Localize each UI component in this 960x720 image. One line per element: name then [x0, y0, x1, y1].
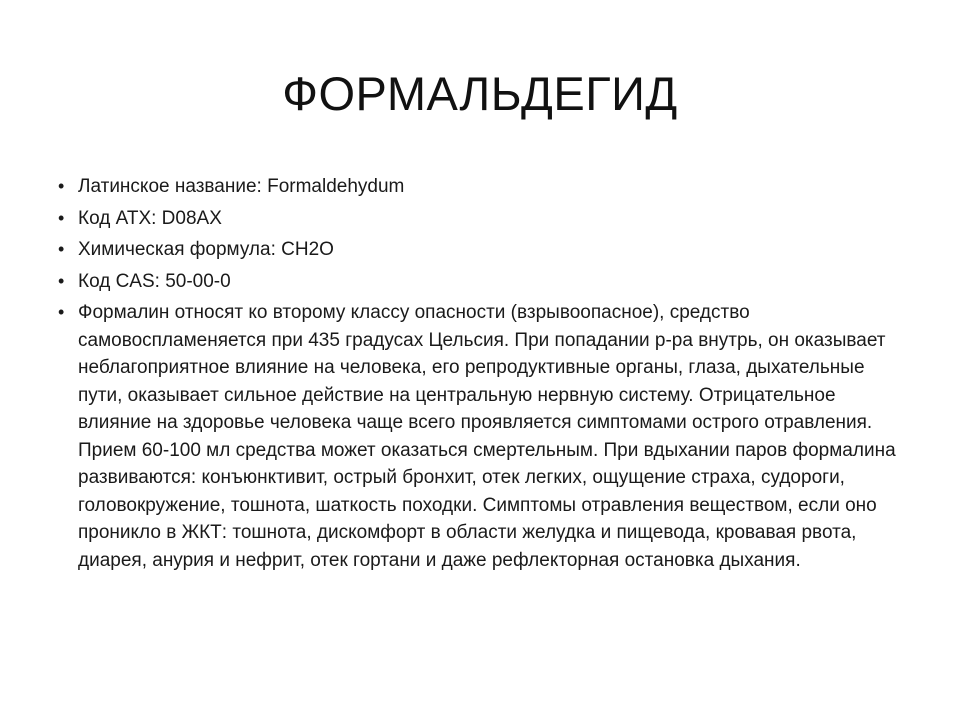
- bullet-hazard-description: [58, 299, 908, 574]
- bullet-text: • Код CAS: 50-00-0: [78, 270, 231, 292]
- bullet-latin-name: [58, 173, 908, 201]
- bullet-atx-code: [58, 205, 908, 233]
- bullet-text: • Химическая формула: CH2O: [78, 239, 334, 260]
- bullet-list: [58, 173, 908, 578]
- bullet-cas-code: [58, 268, 908, 296]
- bullet-chemical-formula: [58, 236, 908, 264]
- bullet-text: • Код ATX: D08AX: [78, 207, 222, 229]
- slide-title: ФОРМАЛЬДЕГИД: [282, 67, 678, 120]
- bullet-text: • Латинское название: Formaldehydum: [78, 176, 405, 197]
- bullet-text: • Формалин относят ко второму классу опасности (взрывоопасное), средство самовоспламеняется при 435 градусах Цельсия. При попадании р-ра внутрь, он оказывает неблагоприятное влияние на человека, его репродуктивные органы, глаза, дыхательные пути, оказывает сильное действие на центральную нервную систему. Отрицательное влияние на здоровье человека чаще всего проявляется симптомами острого отравления. Прием 60-100 мл средства может оказаться смертельным. При вдыхании паров формалина развиваются: конъюнктивит, острый бронхит, отек легких, ощущение страха, судороги, головокружение, тошнота, шаткость походки. Симптомы отравления веществом, если оно проникло в ЖКТ: тошнота, дискомфорт в области желудка и пищевода, кровавая рвота, диарея, анурия и нефрит, отек гортани и даже рефлекторная остановка дыхания.: [78, 302, 896, 571]
